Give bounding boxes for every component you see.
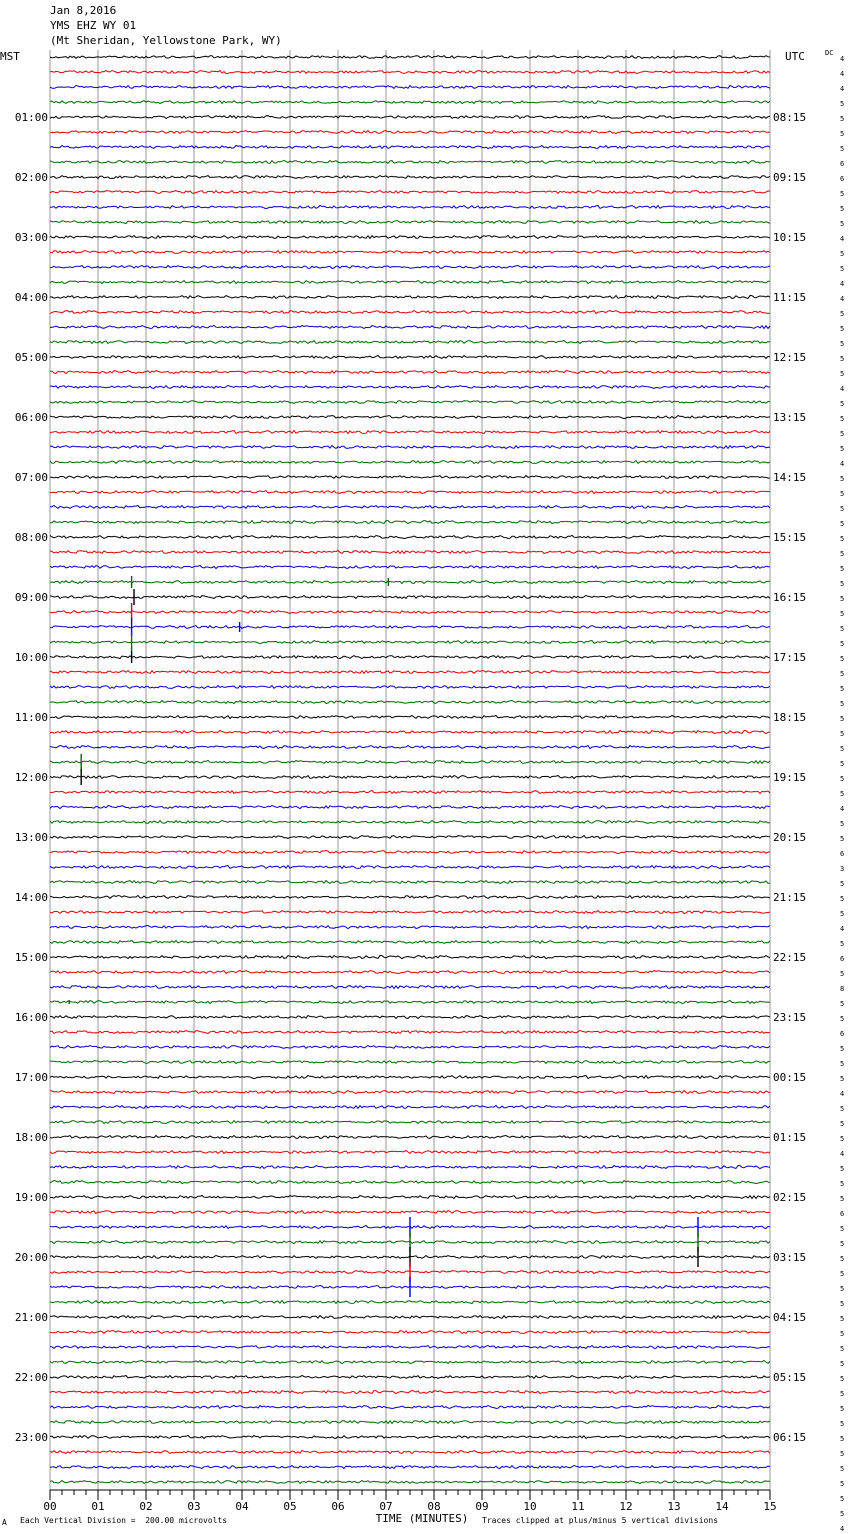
right-hour-label: 09:15 <box>773 171 807 184</box>
right-hour-label: 20:15 <box>773 831 807 844</box>
right-hour-label: 13:15 <box>773 411 807 424</box>
trace-row-14 <box>50 266 770 269</box>
trace-row-37 <box>50 611 770 614</box>
dc-offset-label: 8 <box>840 985 845 993</box>
trace-row-49 <box>50 791 770 794</box>
dc-offset-label: 5 <box>840 1300 845 1308</box>
trace-row-83 <box>50 1301 770 1304</box>
dc-offset-label: 5 <box>840 835 845 843</box>
dc-offset-label: 5 <box>840 430 845 438</box>
dc-offset-label: 5 <box>840 1060 845 1068</box>
trace-row-85 <box>50 1330 770 1333</box>
dc-offset-label: 4 <box>840 1525 845 1533</box>
left-hour-label: 14:00 <box>14 891 48 904</box>
trace-row-88 <box>50 1376 770 1379</box>
clip-note: Traces clipped at plus/minus 5 vertical divisions <box>482 1516 719 1525</box>
trace-row-41 <box>50 670 770 673</box>
left-hour-label: 08:00 <box>14 531 48 544</box>
dc-offset-label: 5 <box>840 1075 845 1083</box>
trace-row-11 <box>50 221 770 224</box>
dc-offset-label: 5 <box>840 820 845 828</box>
dc-offset-label: 5 <box>840 1135 845 1143</box>
dc-offset-label: 5 <box>840 655 845 663</box>
scale-note: Each Vertical Division = 200.00 microvolts <box>20 1516 228 1525</box>
dc-offset-label: 5 <box>840 1345 845 1353</box>
dc-offset-label: 5 <box>840 475 845 483</box>
dc-offset-label: 5 <box>840 1480 845 1488</box>
trace-row-42 <box>50 686 770 689</box>
dc-offset-label: 5 <box>840 640 845 648</box>
dc-offset-label: 5 <box>840 700 845 708</box>
right-hour-label: 21:15 <box>773 891 807 904</box>
trace-row-10 <box>50 206 770 209</box>
dc-offset-label: 5 <box>840 895 845 903</box>
dc-offset-label: 5 <box>840 565 845 573</box>
left-hour-label: 02:00 <box>14 171 48 184</box>
trace-row-67 <box>50 1061 770 1064</box>
dc-offset-label: 5 <box>840 1000 845 1008</box>
dc-offset-label: 3 <box>840 865 845 873</box>
right-hour-label: 01:15 <box>773 1131 807 1144</box>
dc-offset-label: 4 <box>840 295 845 303</box>
dc-offset-label: 5 <box>840 1390 845 1398</box>
trace-row-55 <box>50 881 770 884</box>
dc-offset-label: 4 <box>840 385 845 393</box>
dc-offset-label: 6 <box>840 1030 845 1038</box>
x-tick-label: 00 <box>43 1500 57 1513</box>
left-hour-label: 15:00 <box>14 951 48 964</box>
trace-row-22 <box>50 385 770 388</box>
dc-offset-label: 5 <box>840 310 845 318</box>
dc-offset-label: 5 <box>840 1180 845 1188</box>
trace-row-60 <box>50 956 770 959</box>
trace-row-16 <box>50 296 770 299</box>
x-tick-label: 12 <box>619 1500 633 1513</box>
dc-offset-label: 5 <box>840 685 845 693</box>
trace-row-40 <box>50 656 770 659</box>
dc-offset-label: 5 <box>840 1195 845 1203</box>
trace-row-2 <box>50 85 770 88</box>
dc-offset-label: 5 <box>840 1360 845 1368</box>
trace-row-17 <box>50 311 770 314</box>
right-hour-label: 22:15 <box>773 951 807 964</box>
trace-row-32 <box>50 535 770 538</box>
dc-offset-label: 5 <box>840 1255 845 1263</box>
trace-row-31 <box>50 521 770 524</box>
dc-offset-label: 5 <box>840 505 845 513</box>
dc-offset-label: 5 <box>840 1045 845 1053</box>
trace-row-15 <box>50 281 770 284</box>
trace-row-84 <box>50 1316 770 1319</box>
trace-row-89 <box>50 1391 770 1394</box>
trace-row-92 <box>50 1436 770 1439</box>
right-hour-label: 19:15 <box>773 771 807 784</box>
dc-offset-label: 6 <box>840 1210 845 1218</box>
dc-offset-label: 5 <box>840 610 845 618</box>
dc-offset-label: 5 <box>840 1015 845 1023</box>
dc-offset-label: 5 <box>840 145 845 153</box>
left-hour-label: 04:00 <box>14 291 48 304</box>
trace-row-48 <box>50 776 770 779</box>
left-hour-label: 18:00 <box>14 1131 48 1144</box>
dc-offset-label: 5 <box>840 970 845 978</box>
right-hour-label: 04:15 <box>773 1311 807 1324</box>
left-hour-label: 01:00 <box>14 111 48 124</box>
left-hour-label: 17:00 <box>14 1071 48 1084</box>
left-hour-label: 22:00 <box>14 1371 48 1384</box>
x-tick-label: 09 <box>475 1500 489 1513</box>
dc-offset-label: 6 <box>840 160 845 168</box>
trace-row-29 <box>50 491 770 494</box>
trace-row-52 <box>50 836 770 839</box>
trace-row-93 <box>50 1451 770 1454</box>
right-timezone-label: UTC <box>785 50 805 63</box>
dc-offset-label: 6 <box>840 955 845 963</box>
trace-row-71 <box>50 1121 770 1124</box>
trace-row-90 <box>50 1405 770 1408</box>
trace-row-25 <box>50 431 770 434</box>
dc-offset-label: 5 <box>840 415 845 423</box>
dc-offset-label: 5 <box>840 1240 845 1248</box>
trace-row-45 <box>50 731 770 734</box>
trace-row-26 <box>50 446 770 449</box>
right-hour-label: 00:15 <box>773 1071 807 1084</box>
dc-label: DC <box>825 49 834 57</box>
left-hour-label: 07:00 <box>14 471 48 484</box>
left-hour-label: 23:00 <box>14 1431 48 1444</box>
dc-offset-label: 4 <box>840 1090 845 1098</box>
dc-offset-label: 5 <box>840 190 845 198</box>
left-hour-label: 11:00 <box>14 711 48 724</box>
x-tick-label: 15 <box>763 1500 777 1513</box>
left-hour-label: 19:00 <box>14 1191 48 1204</box>
dc-offset-label: 4 <box>840 280 845 288</box>
record-date: Jan 8,2016 <box>50 4 117 17</box>
dc-offset-label: 5 <box>840 880 845 888</box>
left-hour-label: 09:00 <box>14 591 48 604</box>
right-hour-label: 10:15 <box>773 231 807 244</box>
trace-row-46 <box>50 746 770 749</box>
trace-row-95 <box>50 1481 770 1484</box>
trace-row-28 <box>50 476 770 479</box>
trace-row-72 <box>50 1136 770 1139</box>
seismic-traces <box>50 56 770 1484</box>
dc-offset-label: 5 <box>840 220 845 228</box>
trace-row-51 <box>50 820 770 823</box>
dc-offset-label: 5 <box>840 400 845 408</box>
trace-row-75 <box>50 1181 770 1184</box>
trace-row-59 <box>50 941 770 944</box>
trace-row-35 <box>50 581 770 584</box>
right-hour-label: 05:15 <box>773 1371 807 1384</box>
trace-row-73 <box>50 1151 770 1154</box>
right-hour-label: 11:15 <box>773 291 807 304</box>
dc-offset-label: 5 <box>840 250 845 258</box>
dc-offset-label: 5 <box>840 1120 845 1128</box>
trace-row-3 <box>50 101 770 104</box>
dc-offset-label: 4 <box>840 925 845 933</box>
dc-offset-label: 5 <box>840 1225 845 1233</box>
trace-row-18 <box>50 325 770 328</box>
trace-row-50 <box>50 806 770 809</box>
trace-row-56 <box>50 895 770 898</box>
trace-row-24 <box>50 416 770 419</box>
right-hour-label: 14:15 <box>773 471 807 484</box>
trace-row-33 <box>50 551 770 554</box>
dc-offset-label: 5 <box>840 1420 845 1428</box>
dc-offset-label: 5 <box>840 550 845 558</box>
dc-offset-label: 5 <box>840 1330 845 1338</box>
dc-offset-label: 4 <box>840 70 845 78</box>
dc-offset-label: 5 <box>840 1165 845 1173</box>
trace-row-20 <box>50 356 770 359</box>
station-code: YMS EHZ WY 01 <box>50 19 137 32</box>
x-tick-label: 05 <box>283 1500 297 1513</box>
trace-row-7 <box>50 161 770 164</box>
trace-row-13 <box>50 251 770 254</box>
right-hour-label: 02:15 <box>773 1191 807 1204</box>
x-tick-label: 06 <box>331 1500 345 1513</box>
trace-row-47 <box>50 760 770 763</box>
trace-row-53 <box>50 851 770 854</box>
left-hour-label: 21:00 <box>14 1311 48 1324</box>
left-hour-label: 20:00 <box>14 1251 48 1264</box>
dc-offset-label: 5 <box>840 670 845 678</box>
dc-offset-label: 5 <box>840 1435 845 1443</box>
dc-offset-label: 5 <box>840 340 845 348</box>
trace-row-27 <box>50 460 770 463</box>
trace-row-1 <box>50 71 770 74</box>
dc-offset-label: 5 <box>840 715 845 723</box>
left-hour-label: 03:00 <box>14 231 48 244</box>
left-hour-label: 10:00 <box>14 651 48 664</box>
trace-row-57 <box>50 911 770 914</box>
trace-row-68 <box>50 1076 770 1079</box>
trace-row-76 <box>50 1195 770 1198</box>
x-tick-label: 02 <box>139 1500 153 1513</box>
left-hour-label: 06:00 <box>14 411 48 424</box>
trace-row-43 <box>50 701 770 704</box>
dc-offset-label: 4 <box>840 55 845 63</box>
dc-offset-label: 4 <box>840 85 845 93</box>
trace-row-70 <box>50 1105 770 1108</box>
trace-row-30 <box>50 506 770 509</box>
right-hour-label: 23:15 <box>773 1011 807 1024</box>
dc-offset-label: 5 <box>840 1375 845 1383</box>
trace-row-5 <box>50 131 770 134</box>
station-location: (Mt Sheridan, Yellowstone Park, WY) <box>50 34 282 47</box>
x-tick-label: 07 <box>379 1500 393 1513</box>
trace-row-36 <box>50 595 770 598</box>
trace-row-38 <box>50 626 770 629</box>
x-tick-label: 11 <box>571 1500 585 1513</box>
dc-offset-label: 5 <box>840 790 845 798</box>
trace-row-8 <box>50 176 770 179</box>
trace-row-61 <box>50 970 770 973</box>
trace-row-64 <box>50 1016 770 1019</box>
trace-row-39 <box>50 641 770 644</box>
dc-offset-label: 4 <box>840 805 845 813</box>
corner-mark: A <box>2 1518 7 1527</box>
dc-offset-label: 5 <box>840 580 845 588</box>
x-tick-label: 10 <box>523 1500 537 1513</box>
dc-offset-label: 5 <box>840 625 845 633</box>
trace-row-0 <box>50 56 770 59</box>
left-hour-label: 16:00 <box>14 1011 48 1024</box>
dc-offset-label: 4 <box>840 1150 845 1158</box>
trace-row-77 <box>50 1211 770 1214</box>
dc-offset-label: 5 <box>840 730 845 738</box>
dc-offset-label: 5 <box>840 745 845 753</box>
dc-offset-label: 5 <box>840 1270 845 1278</box>
right-hour-label: 17:15 <box>773 651 807 664</box>
trace-row-86 <box>50 1346 770 1349</box>
dc-offset-label: 6 <box>840 175 845 183</box>
trace-row-21 <box>50 371 770 374</box>
trace-row-19 <box>50 341 770 344</box>
dc-offset-label: 5 <box>840 775 845 783</box>
trace-row-12 <box>50 235 770 238</box>
left-hour-label: 05:00 <box>14 351 48 364</box>
trace-row-58 <box>50 926 770 929</box>
right-hour-label: 16:15 <box>773 591 807 604</box>
dc-offset-label: 5 <box>840 130 845 138</box>
dc-offset-label: 5 <box>840 445 845 453</box>
dc-offset-label: 5 <box>840 1315 845 1323</box>
dc-offset-label: 6 <box>840 850 845 858</box>
right-hour-label: 03:15 <box>773 1251 807 1264</box>
x-tick-label: 04 <box>235 1500 249 1513</box>
dc-offset-label: 5 <box>840 1495 845 1503</box>
right-hour-label: 18:15 <box>773 711 807 724</box>
trace-row-6 <box>50 146 770 149</box>
trace-row-63 <box>50 1001 770 1004</box>
trace-row-4 <box>50 116 770 119</box>
dc-offset-label: 5 <box>840 115 845 123</box>
trace-row-62 <box>50 986 770 989</box>
right-hour-label: 06:15 <box>773 1431 807 1444</box>
dc-offset-label: 5 <box>840 1510 845 1518</box>
dc-offset-label: 5 <box>840 100 845 108</box>
dc-offset-label: 5 <box>840 910 845 918</box>
dc-offset-label: 5 <box>840 940 845 948</box>
x-tick-label: 14 <box>715 1500 729 1513</box>
right-hour-label: 12:15 <box>773 351 807 364</box>
trace-row-66 <box>50 1046 770 1049</box>
x-tick-label: 13 <box>667 1500 681 1513</box>
dc-offset-label: 4 <box>840 460 845 468</box>
x-axis-title: TIME (MINUTES) <box>375 1512 469 1525</box>
dc-offset-label: 5 <box>840 490 845 498</box>
dc-offset-label: 5 <box>840 1465 845 1473</box>
dc-offset-label: 5 <box>840 1450 845 1458</box>
trace-row-23 <box>50 401 770 404</box>
trace-row-34 <box>50 566 770 569</box>
dc-offset-label: 5 <box>840 370 845 378</box>
left-timezone-label: MST <box>0 50 20 63</box>
trace-row-54 <box>50 866 770 869</box>
x-tick-label: 08 <box>427 1500 441 1513</box>
right-hour-label: 08:15 <box>773 111 807 124</box>
dc-offset-label: 5 <box>840 1405 845 1413</box>
dc-offset-label: 5 <box>840 355 845 363</box>
dc-offset-label: 5 <box>840 595 845 603</box>
trace-row-69 <box>50 1091 770 1094</box>
trace-row-94 <box>50 1465 770 1468</box>
trace-row-44 <box>50 716 770 719</box>
x-tick-label: 01 <box>91 1500 105 1513</box>
left-hour-label: 12:00 <box>14 771 48 784</box>
trace-row-74 <box>50 1166 770 1169</box>
dc-offset-label: 5 <box>840 1105 845 1113</box>
trace-row-9 <box>50 191 770 194</box>
dc-offset-label: 5 <box>840 205 845 213</box>
dc-offset-label: 5 <box>840 535 845 543</box>
trace-row-91 <box>50 1421 770 1424</box>
trace-row-65 <box>50 1030 770 1033</box>
right-hour-label: 15:15 <box>773 531 807 544</box>
trace-row-87 <box>50 1361 770 1364</box>
left-hour-label: 13:00 <box>14 831 48 844</box>
dc-offset-label: 5 <box>840 760 845 768</box>
x-tick-label: 03 <box>187 1500 201 1513</box>
dc-offset-label: 5 <box>840 520 845 528</box>
dc-offset-label: 5 <box>840 325 845 333</box>
dc-offset-label: 4 <box>840 235 845 243</box>
dc-offset-label: 5 <box>840 265 845 273</box>
dc-offset-label: 5 <box>840 1285 845 1293</box>
